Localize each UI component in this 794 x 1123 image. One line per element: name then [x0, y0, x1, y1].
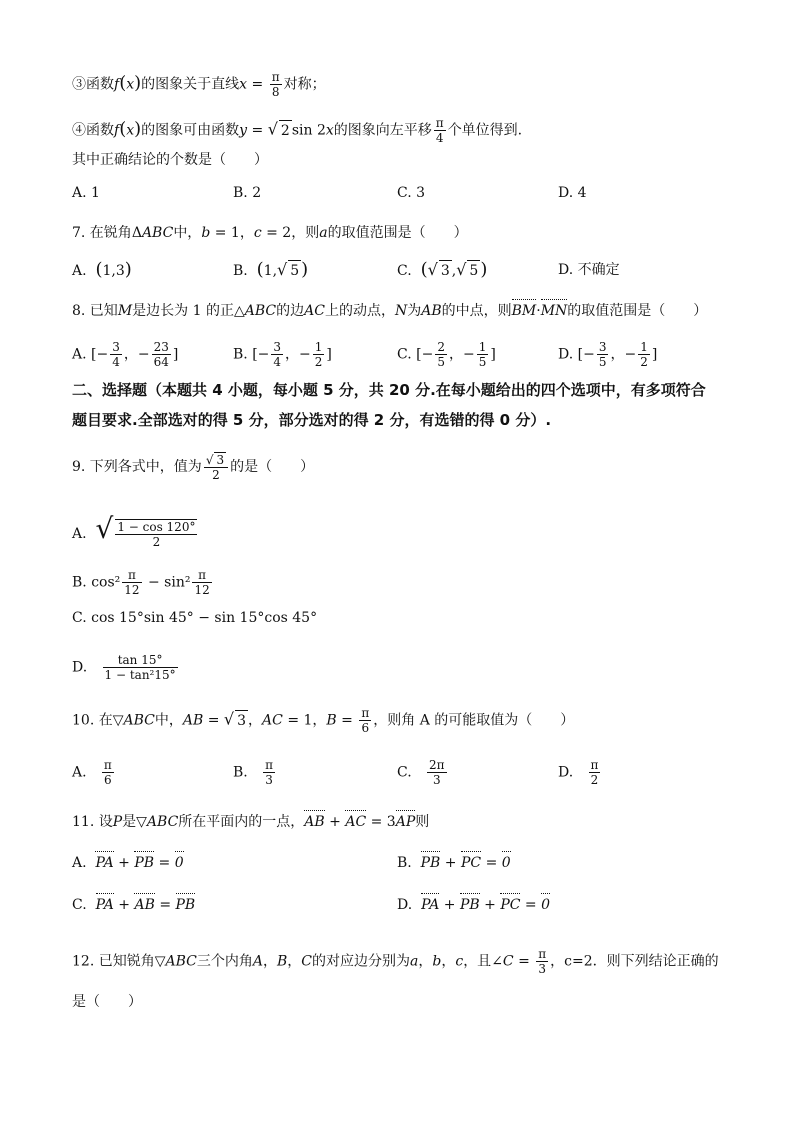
q10-option-b: B. $\frac{\pi}{3}$ [233, 758, 273, 787]
q10-option-c: C. $\frac{2\pi}{3}$ [397, 758, 445, 787]
q11-option-c: C. PA + AB = PB [72, 897, 196, 913]
q10-prefix: 10. 在 [72, 712, 113, 729]
q11-suffix: 则 [415, 814, 430, 830]
q9-prefix: 9. 下列各式中，值为 [72, 459, 202, 475]
q8-mid5: 的中点，则 [441, 303, 512, 319]
q8-mid: 是边长为 1 的正 [132, 303, 234, 319]
q7-mid: 中， [173, 225, 202, 241]
q11-prefix: 11. 设 [72, 814, 113, 830]
q10-suffix: ，则角 A 的可能取值为（ ） [373, 712, 575, 729]
q9-option-b: B. cos² $\frac{\pi}{12}$ − sin² $\frac{\pi}{12}$ [72, 568, 210, 597]
q8-end: 的取值范围是（ ） [567, 303, 708, 319]
q12-mid3: ，且 [463, 953, 492, 970]
q12-stem-line1: 12. 已知锐角▽ABC三个内角A，B，C的对应边分别为a，b，c，且∠C = $\frac{\pi}{3}$ ，c=2．则下列结论正确的 [72, 947, 719, 976]
q10-option-d: D. $\frac{\pi}{2}$ [558, 758, 599, 787]
q8-mid2: 的边 [276, 303, 305, 319]
q9-option-d: D. $\frac{\tan 15^\circ}{\text{1 − tan²15°}}$ [72, 653, 176, 682]
q8-stem: 8. 已知M是边长为 1 的正△ABC的边AC上的动点，N为AB的中点，则BM·MN的取值范围是（ ） [72, 303, 708, 319]
q8-option-a: A. [− $\frac{3}{4}$ ，− $\frac{23}{64}$ ] [72, 340, 179, 369]
s4-prefix: ④函数 [72, 122, 114, 139]
q9-stem [72, 452, 314, 482]
section2-heading-line1: 二、选择题（本题共 4 小题，每小题 5 分，共 20 分.在每小题给出的四个选项中，有多项符合 [72, 381, 706, 399]
q12-mid2: 的对应边分别为 [312, 953, 411, 970]
q7-option-a: A. (1,3) [72, 259, 132, 280]
s3-middle: 的图象关于直线 [141, 76, 240, 93]
s3-suffix: 对称； [283, 76, 326, 93]
q11-mid: 是 [122, 814, 137, 830]
q7-prefix: 7. 在锐角 [72, 225, 132, 241]
q8-option-b: B. [− $\frac{3}{4}$ ，− $\frac{1}{2}$ ] [233, 340, 332, 369]
q10-stem: 10. 在▽ABC中，AB = √ 3 ，AC = 1，B = $\frac{\pi}{6}$ ，则角 A 的可能取值为（ ） [72, 706, 575, 735]
s3-prefix: ③函数 [72, 76, 114, 93]
q6-option-c: C. 3 [397, 185, 426, 201]
q7-option-d: D. 不确定 [558, 262, 620, 278]
q9-option-a: A. √ $\frac{1 - \cos 120^\circ}{2}$ [72, 512, 196, 549]
section2-heading-line2: 题目要求.全部选对的得 5 分，部分选对的得 2 分，有选错的得 0 分）. [72, 411, 552, 429]
q10-option-a: A. $\frac{\pi}{6}$ [72, 758, 112, 787]
s4-middle: 的图象可由函数 [141, 122, 240, 139]
q12-prefix: 12. 已知锐角 [72, 953, 155, 970]
q8-mid4: 为 [407, 303, 422, 319]
q6-option-b: B. 2 [233, 185, 262, 201]
q10-mid: 中， [154, 712, 183, 729]
q11-option-d: D. PA + PB + PC = 0 [397, 897, 551, 913]
q7-option-b: B. (1,√ 5 ) [233, 259, 309, 280]
q11-mid2: 所在平面内的一点， [178, 814, 305, 830]
q9-suffix: 的是（ ） [230, 459, 315, 475]
s4-middle2: 的图象向左平移 [333, 122, 432, 139]
q8-option-c: C. [− $\frac{2}{5}$ ，− $\frac{1}{5}$ ] [397, 340, 496, 369]
q6-option-a: A. 1 [72, 185, 100, 201]
sqrt3-over-2: $\frac{√ 3}{2}$ [204, 452, 228, 482]
statement-3: ③函数f(x)的图象关于直线x = $\frac{\pi}{8}$ 对称； [72, 70, 326, 99]
q7-post: ，则 [291, 225, 320, 241]
s4-suffix: 个单位得到. [447, 122, 523, 139]
fx-expr: f [114, 76, 120, 93]
q11-option-a: A. PA + PB = 0 [72, 855, 184, 871]
q6-stem: 其中正确结论的个数是（ ） [72, 152, 268, 168]
q11-option-b: B. PB + PC = 0 [397, 855, 511, 871]
q8-mid3: 上的动点， [324, 303, 395, 319]
q9-option-c: C. cos 15°sin 45° − sin 15°cos 45° [72, 610, 318, 626]
q6-option-d: D. 4 [558, 185, 587, 201]
q8-option-d: D. [− $\frac{3}{5}$ ，− $\frac{1}{2}$ ] [558, 340, 658, 369]
q11-stem: 11. 设P是▽ABC所在平面内的一点，AB + AC = 3AP则 [72, 814, 430, 830]
statement-4: ④函数f(x)的图象可由函数y = √ 2 sin 2x的图象向左平移 $\frac{\pi}{4}$ 个单位得到. [72, 116, 523, 145]
q8-prefix: 8. 已知 [72, 303, 118, 319]
q12-stem-line2: 是（ ） [72, 994, 142, 1010]
q12-suffix: ，c=2．则下列结论正确的 [550, 953, 719, 970]
q7-end: 的取值范围是（ ） [327, 225, 468, 241]
pi-over-8: $\frac{\pi}{8}$ [271, 70, 280, 99]
pi-over-4: $\frac{\pi}{4}$ [435, 116, 444, 145]
q12-mid: 三个内角 [196, 953, 253, 970]
q7-option-c: C. (√ 3 ,√ 5 ) [397, 259, 488, 280]
q7-stem: 7. 在锐角ΔABC中，b = 1，c = 2，则a的取值范围是（ ） [72, 225, 468, 241]
